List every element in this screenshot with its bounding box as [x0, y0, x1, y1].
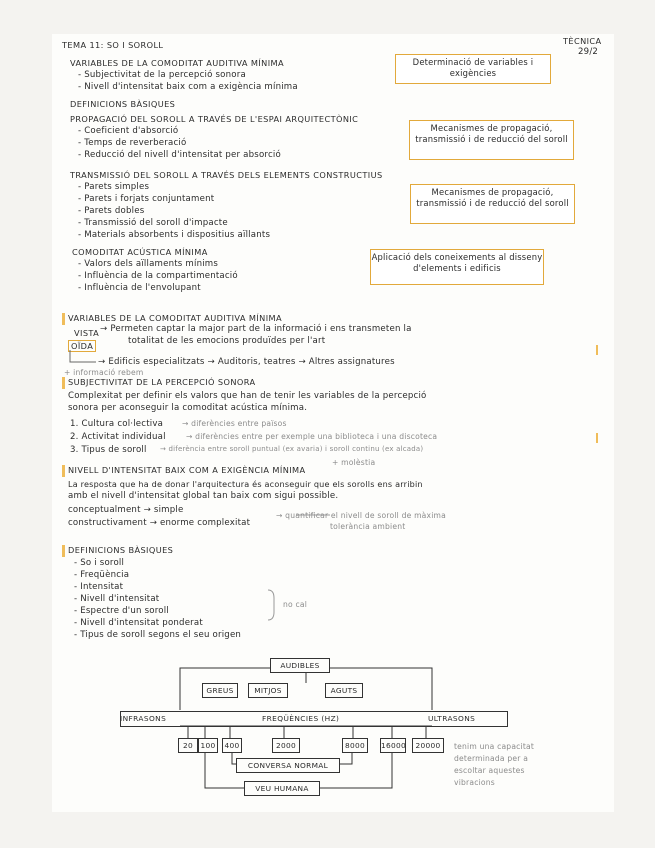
definicions-item-5: - Espectre d'un soroll — [74, 606, 169, 616]
propagacio-item-3: - Reducció del nivell d'intensitat per absorció — [78, 150, 281, 160]
frequencies-label: FREQÜÈNCIES (HZ) — [262, 714, 340, 723]
transmissio-title: TRANSMISSIÓ DEL SOROLL A TRAVÉS DELS ELEMENTS CONSTRUCTIUS — [70, 170, 383, 180]
subjectivitat-l3: 3. Tipus de soroll — [70, 445, 147, 455]
topic-title: TEMA 11: SO I SOROLL — [62, 40, 164, 50]
variables-item-1: - Subjectivitat de la percepció sonora — [78, 70, 246, 80]
subjectivitat-l2: 2. Activitat individual — [70, 432, 166, 442]
ultrasons-label: ULTRASONS — [428, 714, 476, 723]
subjectivitat-l1: 1. Cultura col·lectiva — [70, 419, 164, 429]
nivell-c1: conceptualment → simple — [68, 505, 184, 515]
subjectivitat-l3-note: → diferència entre soroll puntual (ex avaria) i soroll continu (ex alcada) — [160, 445, 424, 453]
propagacio-item-2: - Temps de reverberació — [78, 138, 187, 148]
edificis-line: → Edificis especialitzats → Auditoris, teatres → Altres assignatures — [98, 357, 395, 367]
transmissio-item-1: - Parets simples — [78, 182, 150, 192]
tick-400: 400 — [222, 738, 242, 753]
nivell-p1: La resposta que ha de donar l'arquitectura és aconseguir que els sorolls ens arribin — [68, 479, 423, 489]
tick-20: 20 — [178, 738, 198, 753]
nivell-p2: amb el nivell d'intensitat global tan baix com sigui possible. — [68, 491, 339, 501]
transmissio-item-4: - Transmissió del soroll d'impacte — [78, 218, 228, 228]
definicions-title-1: DEFINICIONS BÀSIQUES — [70, 99, 176, 109]
aguts-box: AGUTS — [325, 683, 363, 698]
definicions-item-3: - Intensitat — [74, 582, 124, 592]
diagram-note-4: vibracions — [454, 778, 495, 787]
diagram-note-2: determinada per a — [454, 754, 529, 763]
section2-title: VARIABLES DE LA COMODITAT AUDITIVA MÍNIMA — [68, 313, 282, 323]
definicions-item-4: - Nivell d'intensitat — [74, 594, 160, 604]
tick-100: 100 — [198, 738, 218, 753]
greus-box: GREUS — [202, 683, 238, 698]
comoditat-item-3: - Influència de l'envolupant — [78, 283, 201, 293]
subjectivitat-l1-note: → diferències entre països — [182, 419, 287, 428]
nivell-side-2: tolerància ambient — [330, 522, 406, 531]
transmissio-item-3: - Parets dobles — [78, 206, 145, 216]
info-note: + informació rebem — [64, 368, 144, 377]
subjectivitat-title: SUBJECTIVITAT DE LA PERCEPCIÓ SONORA — [68, 377, 256, 387]
veu-box: VEU HUMANA — [244, 781, 320, 796]
course-label: TÈCNICA — [563, 36, 602, 46]
definicions-item-2: - Freqüència — [74, 570, 130, 580]
variables-item-2: - Nivell d'intensitat baix com a exigència mínima — [78, 82, 298, 92]
tick-20000: 20000 — [412, 738, 444, 753]
nivell-title: NIVELL D'INTENSITAT BAIX COM A EXIGÈNCIA MÍNIMA — [68, 465, 306, 475]
definicions-title-2: DEFINICIONS BÀSIQUES — [68, 545, 174, 555]
conversa-box: CONVERSA NORMAL — [236, 758, 340, 773]
diagram-note-3: escoltar aquestes — [454, 766, 525, 775]
propagacio-box-text: Mecanismes de propagació, transmissió i de reducció del soroll — [415, 123, 568, 144]
tick-8000: 8000 — [342, 738, 368, 753]
comoditat-title: COMODITAT ACÚSTICA MÍNIMA — [72, 247, 208, 257]
definicions-item-1: - So i soroll — [74, 558, 125, 568]
tick-16000: 16000 — [380, 738, 406, 753]
transmissio-item-2: - Parets i forjats conjuntament — [78, 194, 215, 204]
variables-box-text: Determinació de variables i exigències — [412, 57, 534, 78]
transmissio-item-5: - Materials absorbents i dispositius aïllants — [78, 230, 271, 240]
frequency-band — [120, 711, 508, 727]
transmissio-box-text: Mecanismes de propagació, transmissió i de reducció del soroll — [416, 187, 569, 208]
propagacio-item-1: - Coeficient d'absorció — [78, 126, 179, 136]
infrasons-label: INFRASONS — [120, 714, 167, 723]
tick-2000: 2000 — [272, 738, 300, 753]
section2-line-2: totalitat de les emocions produïdes per l'art — [128, 336, 326, 346]
nivell-note: + molèstia — [332, 458, 376, 467]
subjectivitat-l2-note: → diferències entre per exemple una biblioteca i una discoteca — [186, 432, 438, 441]
date-label: 29/2 — [578, 47, 599, 57]
propagacio-title: PROPAGACIÓ DEL SOROLL A TRAVÉS DE L'ESPAI ARQUITECTÒNIC — [70, 114, 359, 124]
vista-label: VISTA — [74, 328, 100, 338]
nivell-c2: constructivament → enorme complexitat — [68, 518, 251, 528]
audibles-box: AUDIBLES — [270, 658, 330, 673]
diagram-note-1: tenim una capacitat — [454, 742, 535, 751]
definicions-item-6: - Nivell d'intensitat ponderat — [74, 618, 203, 628]
comoditat-item-2: - Influència de la compartimentació — [78, 271, 238, 281]
comoditat-item-1: - Valors dels aïllaments mínims — [78, 259, 219, 269]
oida-label: OÏDA — [68, 340, 96, 352]
subjectivitat-p1: Complexitat per definir els valors que han de tenir les variables de la percepció — [68, 391, 427, 401]
comoditat-box-text: Aplicació dels coneixements al disseny d'elements i edificis — [371, 252, 543, 273]
nivell-side-1: → quantificar el nivell de soroll de màxima — [276, 511, 446, 520]
variables-title: VARIABLES DE LA COMODITAT AUDITIVA MÍNIMA — [70, 58, 284, 68]
section2-line-1: → Permeten captar la major part de la informació i ens transmeten la — [100, 324, 412, 334]
mitjos-box: MITJOS — [248, 683, 288, 698]
definicions-item-7: - Tipus de soroll segons el seu origen — [74, 630, 242, 640]
subjectivitat-p2: sonora per aconseguir la comoditat acústica mínima. — [68, 403, 308, 413]
no-cal-note: no cal — [283, 600, 308, 609]
